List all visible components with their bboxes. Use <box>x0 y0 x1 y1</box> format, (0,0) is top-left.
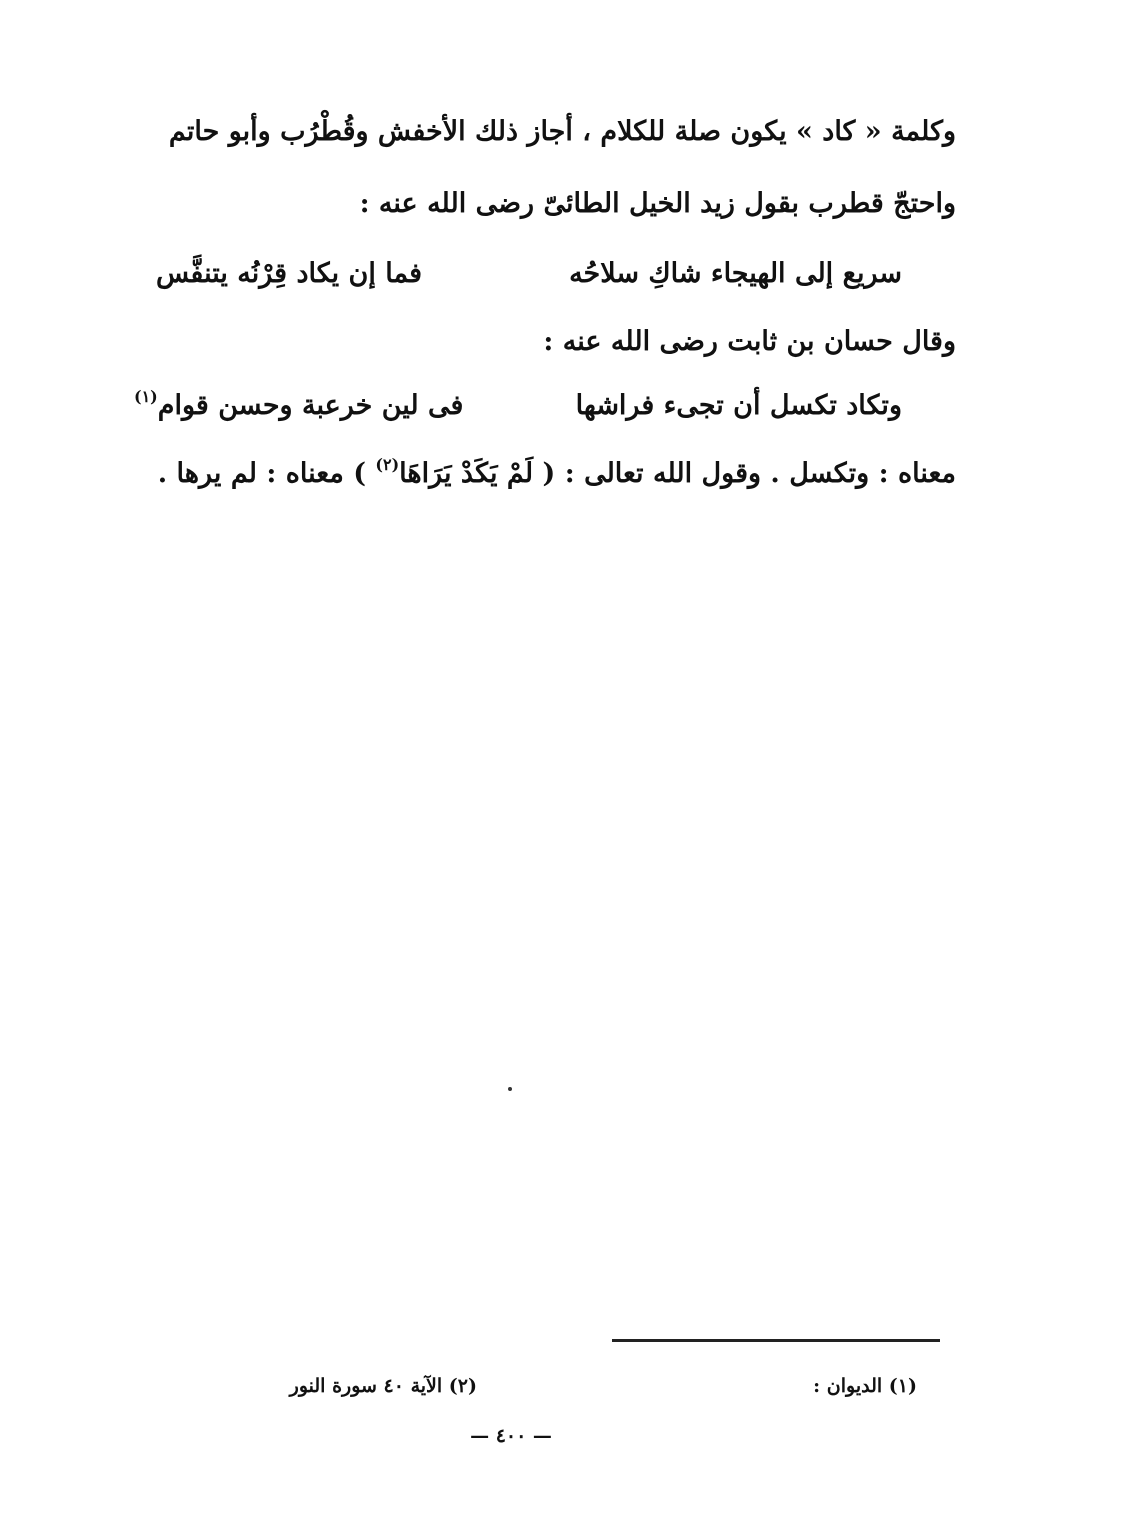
footnote-marker: (٢) <box>375 455 400 474</box>
footnote-marker: (١) <box>134 387 158 406</box>
verse-hemistich-left <box>134 386 463 426</box>
footnote-2: (٢) الآية ٤٠ سورة النور <box>289 1375 477 1397</box>
text-segment: معناه : وتكسل . وقول الله تعالى : ( <box>542 458 956 489</box>
text-line: وكلمة « كاد » يكون صلة للكلام ، أجاز ذلك الأخفش وقُطْرُب وأبو حاتم <box>168 116 956 147</box>
verse-hemistich-right: وتكاد تكسل أن تجىء فراشها <box>575 390 902 421</box>
footnote-separator <box>612 1339 940 1342</box>
text-line <box>158 454 956 494</box>
verse-text: فى لين خرعبة وحسن قوام <box>157 390 464 421</box>
text-segment: ) معناه : لم يرها . <box>157 458 366 489</box>
quran-quote: لَمْ يَكَدْ يَرَاهَا <box>399 458 534 489</box>
verse-hemistich-left: فما إن يكاد قِرْنُه يتنفَّس <box>156 258 423 289</box>
page-number: — ٤٠٠ — <box>470 1425 552 1447</box>
footnote-1: (١) الديوان : <box>813 1375 917 1397</box>
ink-dot <box>508 1087 512 1091</box>
text-line: واحتجّ قطرب بقول زيد الخيل الطائىّ رضى الله عنه : <box>359 188 956 219</box>
verse-hemistich-right: سريع إلى الهيجاء شاكِ سلاحُه <box>569 258 902 289</box>
text-line: وقال حسان بن ثابت رضى الله عنه : <box>543 326 956 357</box>
